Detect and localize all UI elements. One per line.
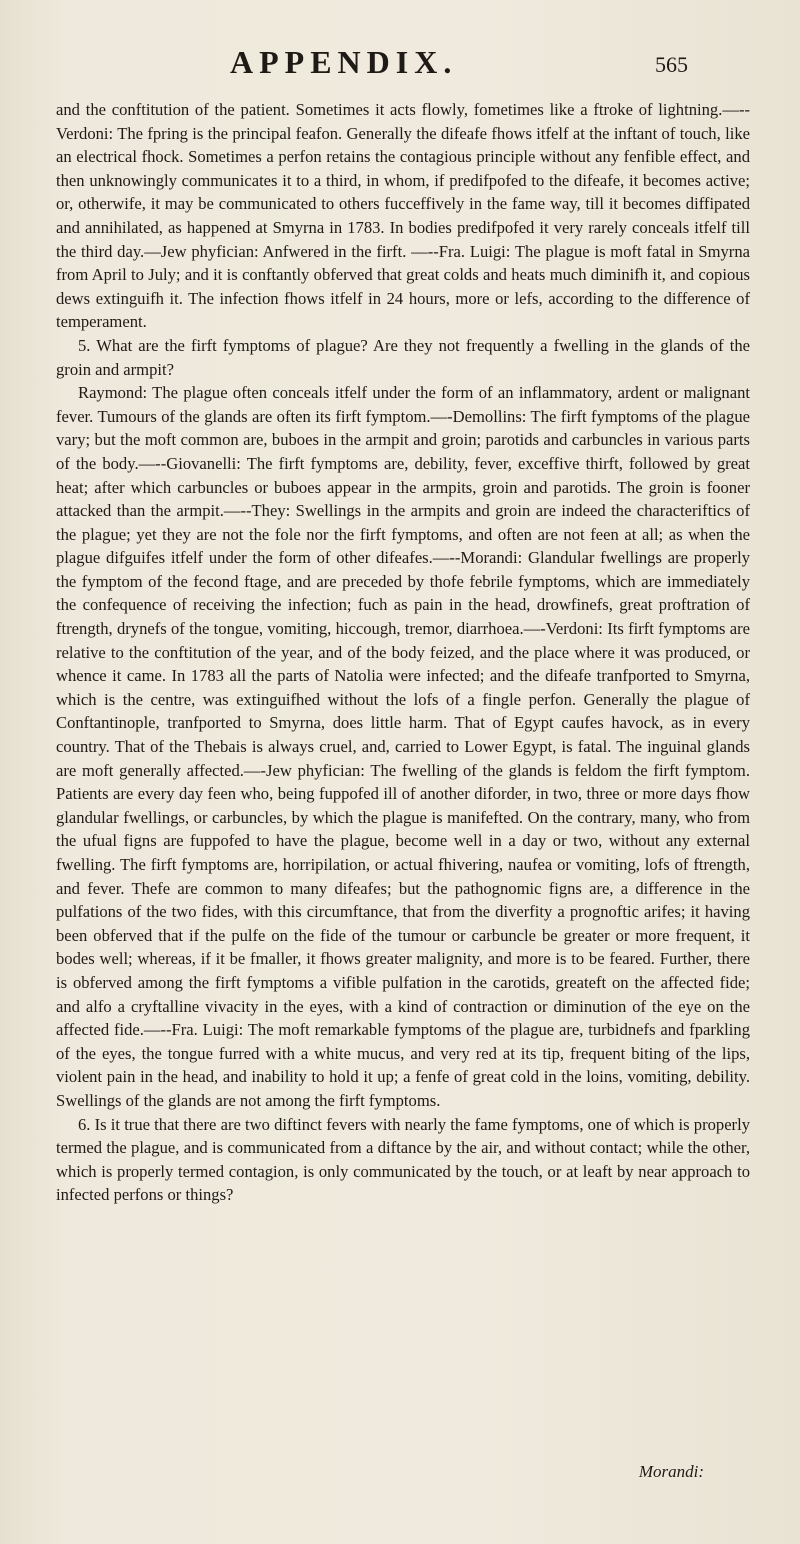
running-head-title: APPENDIX. bbox=[230, 44, 458, 80]
paragraph-1: and the conftitution of the patient. Sometimes it acts flowly, fometimes like a ftroke of lightning.—--Verdoni: The fpring is the principal feafon. Generally the difeafe fhows itfelf at the inftant of touch, like an electrical fhock. Sometimes a perfon retains the contagious principle without any fenfible effect, and then unknowingly communicates it to a third, in whom, if predifpofed to the difeafe, it becomes active; or, otherwife, it may be communicated to others fucceffively in the fame way, till it becomes diffipated and annihilated, as happened at Smyrna in 1783. In bodies predifpofed it very rarely conceals itfelf till the third day.—Jew phyfician: Anfwered in the firft. —--Fra. Luigi: The plague is moft fatal in Smyrna from April to July; and it is conftantly obferved that great colds and heats much diminifh it, and copious dews extinguifh it. The infection fhows itfelf in 24 hours, more or lefs, according to the difference of temperament. bbox=[56, 100, 750, 332]
running-head bbox=[0, 44, 800, 84]
body-text bbox=[56, 98, 750, 1207]
paragraph-2-question-5: 5. What are the firft fymptoms of plague? Are they not frequently a fwelling in the glands of the groin and armpit? bbox=[56, 335, 750, 379]
paragraph-4-question-6: 6. Is it true that there are two diftinct fevers with nearly the fame fymptoms, one of which is properly termed the plague, and is communicated from a diftance by the air, and without contact; while the other, which is properly termed contagion, is only communicated by the touch, or at leaft by near approach to infected perfons or things? bbox=[56, 1114, 750, 1205]
page-number: 565 bbox=[655, 52, 688, 77]
paragraph-3-answers-5: Raymond: The plague often conceals itfelf under the form of an inflammatory, ardent or malignant fever. Tumours of the glands are often its firft fymptom.—-Demollins: The firft fymptoms of the plague vary; but the moft common are, buboes in the armpit and groin; parotids and carbuncles in various parts of the body.—--Giovanelli: The firft fymptoms are, debility, fever, exceffive thirft, followed by great heat; after which carbuncles or buboes appear in the armpits, groin and parotids. The groin is fooner attacked than the armpit.—--They: Swellings in the armpits and groin are indeed the characteriftics of the plague; yet they are not the fole nor the firft fymptoms, and often are not feen at all; as when the plague difguifes itfelf under the form of other difeafes.—--Morandi: Glandular fwellings are properly the fymptom of the fecond ftage, and are preceded by thofe febrile fymptoms, which are immediately the confequence of receiving the infection; fuch as pain in the head, drowfinefs, great proftration of ftrength, drynefs of the tongue, vomiting, hiccough, tremor, diarrhoea.—-Verdoni: Its firft fymptoms are relative to the conftitution of the year, and of the body feized, and the place where it was produced, or whence it came. In 1783 all the parts of Natolia were infected; and the difeafe tranfported to Smyrna, which is the centre, was extinguifhed without the lofs of a fingle perfon. Generally the plague of Conftantinople, tranfported to Smyrna, does little harm. That of Egypt caufes havock, as in every country. That of the Thebais is always cruel, and, carried to Lower Egypt, is fatal. The inguinal glands are moft generally affected.—-Jew phyfician: The fwelling of the glands is feldom the firft fymptom. Patients are every day feen who, being fuppofed ill of another diforder, in two, three or more days fhow glandular fwellings, or carbuncles, by which the plague is manifefted. On the contrary, many, who from the ufual figns are fuppofed to have the plague, become well in a day or two, without any external fwelling. The firft fymptoms are, horripilation, or actual fhivering, naufea or vomiting, lofs of ftrength, and fever. Thefe are common to many difeafes; but the pathognomic figns are, a difference in the pulfations of the two fides, with this circumftance, that from the diverfity a prognoftic arifes; it having been obferved that if the pulfe on the fide of the tumour or carbuncle be greater or more frequent, it bodes well; whereas, if it be fmaller, it fhows greater malignity, and more is to be feared. Further, there is obferved among the firft fymptoms a vifible pulfation in the carotids, greateft on the affected fide; and alfo a cryftalline vivacity in the eyes, with a kind of contraction or diminution of the eye on the affected fide.—--Fra. Luigi: The moft remarkable fymptoms of the plague are, turbidnefs and fparkling of the eyes, the tongue furred with a white mucus, and very red at its tip, frequent biting of the lips, violent pain in the head, and inability to hold it up; a fenfe of great cold in the loins, vomiting, debility. Swellings of the glands are not among the firft fymptoms. bbox=[56, 383, 750, 1110]
catchword: Morandi: bbox=[638, 1462, 704, 1481]
